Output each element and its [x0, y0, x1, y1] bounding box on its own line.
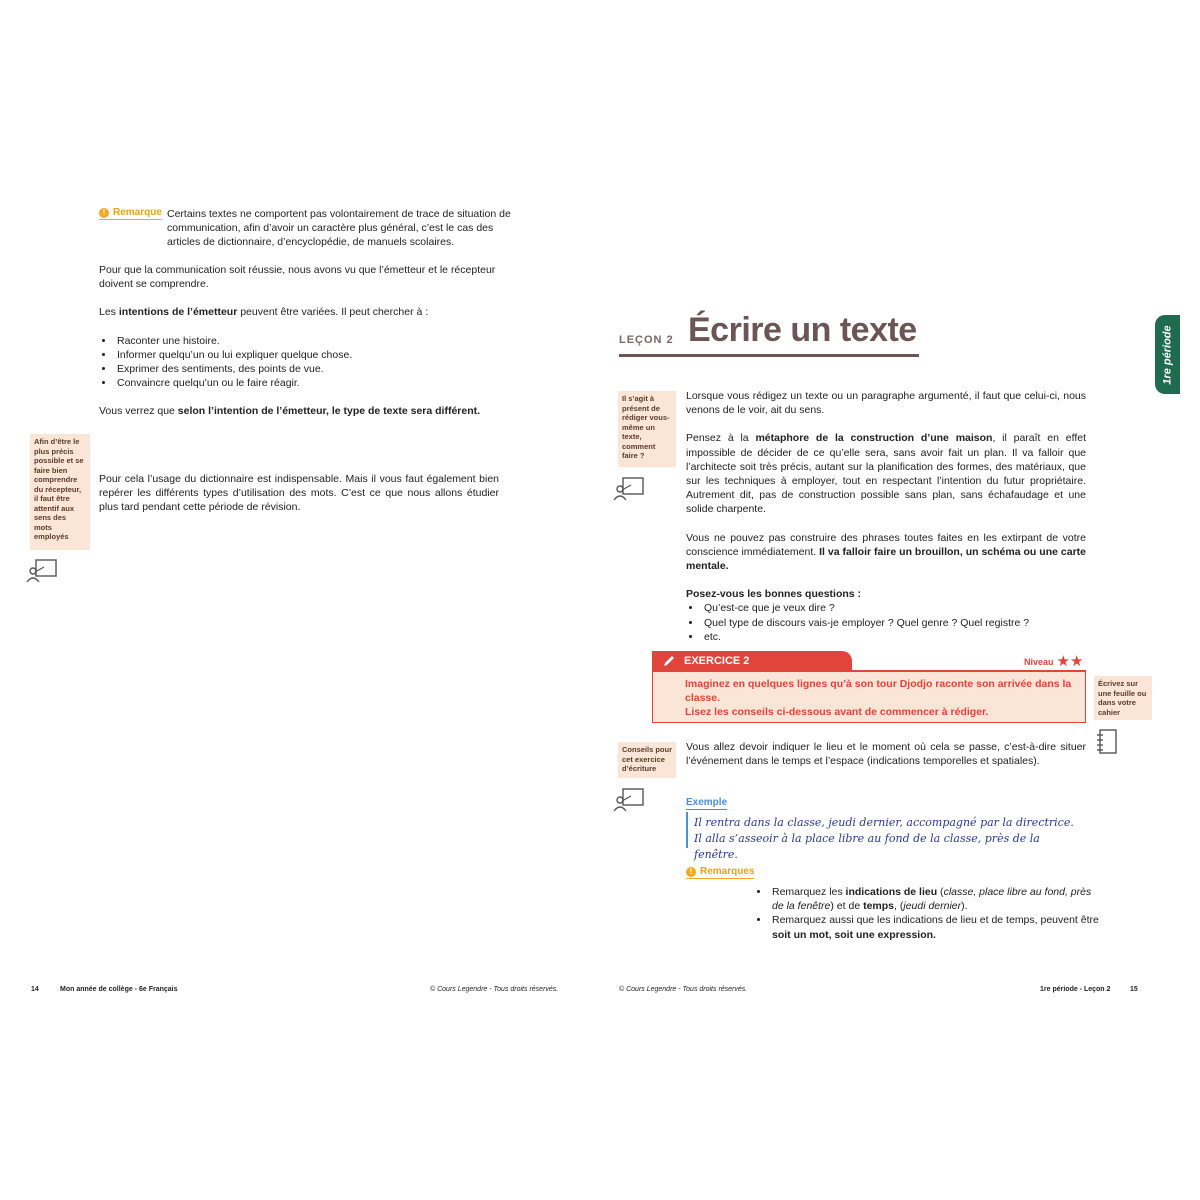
teacher-board-icon: [26, 558, 58, 584]
intentions-list: [99, 334, 519, 391]
footer-copyright-right: © Cours Legendre - Tous droits réservés.: [619, 986, 748, 993]
paragraph: Vous verrez que selon l’intention de l’émetteur, le type de texte sera différent.: [99, 405, 481, 418]
level-label: Niveau: [1024, 657, 1054, 667]
lesson-number: LEÇON 2: [619, 334, 674, 346]
example-label: Exemple: [686, 797, 728, 808]
paragraph: Pour cela l’usage du dictionnaire est indispensable. Mais il vous faut également bien repérer les différents types d’utilisation des mots. C’est ce que nous allons étudier plus tard pendant cette période de révision.: [99, 473, 499, 514]
exclamation-icon: !: [686, 867, 696, 877]
pencil-icon: [662, 654, 676, 668]
list-item: • Informer quelqu’un ou lui expliquer quelque chose.: [115, 348, 519, 362]
side-note: Afin d’être le plus précis possible et se faire bien comprendre du récepteur, il faut être attentif aux sens des mots employés: [30, 434, 90, 550]
period-tab: [1155, 315, 1180, 394]
side-note: Il s’agit à présent de rédiger vous-même un texte, comment faire ?: [618, 391, 676, 467]
paragraph: Vous allez devoir indiquer le lieu et le moment où cela se passe, c’est-à-dire situer l’événement dans le temps et l’espace (indications temporelles et spatiales).: [686, 741, 1086, 768]
page-number-right: 15: [1130, 986, 1138, 993]
star-icon: ★: [1056, 653, 1070, 670]
teacher-board-icon: [613, 787, 645, 813]
remark-label: [99, 207, 162, 220]
remarks-list: [754, 885, 1100, 942]
side-note: Conseils pour cet exercice d’écriture: [618, 742, 676, 778]
list-item: • Remarquez aussi que les indications de lieu et de temps, peuvent être soit un mot, soit une expression.: [770, 913, 1100, 941]
paragraph: Les intentions de l’émetteur peuvent être variées. Il peut chercher à :: [99, 306, 429, 319]
footer-title-left: Mon année de collège - 6e Français: [60, 986, 178, 993]
footer-copyright-left: © Cours Legendre - Tous droits réservés.: [430, 986, 559, 993]
paragraph: Pensez à la métaphore de la construction d’une maison, il paraît en effet impossible de décider de ce qu’elle sera, sans avoir fait un plan. Il va falloir que l’architecte soit très précis, autant sur la planification des formes, des matériaux, que sur les techniques à employer, tout en respectant l’intention du futur propriétaire. Autrement dit, pas de construction possible sans plan, sans échafaudage et une solide charpente.: [686, 432, 1086, 516]
left-content: [99, 263, 519, 433]
remark-label-text: Remarque: [113, 207, 162, 218]
remark-text: Certains textes ne comportent pas volontairement de trace de situation de communication, afin d’avoir un caractère plus général, c’est le cas des articles de dictionnaire, d’encyclopédie, de manuels scolaires.: [167, 208, 511, 249]
period-tab-label: 1re période: [1161, 324, 1174, 385]
remarks-label-text: Remarques: [700, 866, 755, 877]
questions-list: [686, 601, 1086, 644]
lesson-title: Écrire un texte: [688, 311, 917, 349]
exercise-box: [652, 671, 1086, 723]
exclamation-icon: !: [99, 208, 109, 218]
example-bar: [686, 812, 688, 848]
exercise-header: [652, 651, 852, 671]
exercise-title: EXERCICE 2: [684, 655, 750, 667]
teacher-board-icon: [613, 476, 645, 502]
right-content: [686, 389, 1086, 658]
exercise-instruction: Imaginez en quelques lignes qu’à son tour Djodjo raconte son arrivée dans la classe.: [685, 678, 1072, 704]
example-text: Il rentra dans la classe, jeudi dernier, accompagné par la directrice. Il alla s’asseoir à la place libre au fond de la classe, près de la fenêtre.: [694, 816, 1074, 861]
title-underline: [619, 354, 919, 357]
list-item: • Convaincre quelqu’un ou le faire réagir.: [115, 376, 519, 390]
paragraph: Vous ne pouvez pas construire des phrases toutes faites en les extirpant de votre conscience immédiatement. Il va falloir faire un brouillon, un schéma ou une carte mentale.: [686, 531, 1086, 573]
list-item: • Exprimer des sentiments, des points de vue.: [115, 362, 519, 376]
list-item: • Remarquez les indications de lieu (classe, place libre au fond, près de la fenêtre) et de temps, (jeudi dernier).: [770, 885, 1100, 913]
list-item: • etc.: [702, 630, 1086, 644]
notebook-icon: [1095, 728, 1119, 756]
side-note: Écrivez sur une feuille ou dans votre cahier: [1094, 676, 1152, 720]
paragraph: Pour que la communication soit réussie, nous avons vu que l’émetteur et le récepteur doivent se comprendre.: [99, 264, 496, 291]
paragraph: Lorsque vous rédigez un texte ou un paragraphe argumenté, il faut que celui-ci, nous venons de le voir, ait du sens.: [686, 390, 1086, 417]
exercise-instruction: Lisez les conseils ci-dessous avant de commencer à rédiger.: [685, 706, 989, 718]
list-item: • Raconter une histoire.: [115, 334, 519, 348]
questions-title: Posez-vous les bonnes questions :: [686, 588, 862, 601]
remarks-label: [686, 866, 754, 879]
list-item: • Qu’est-ce que je veux dire ?: [702, 601, 1086, 615]
list-item: • Quel type de discours vais-je employer ? Quel genre ? Quel registre ?: [702, 616, 1086, 630]
page-number-left: 14: [31, 986, 39, 993]
footer-title-right: 1re période - Leçon 2: [1040, 986, 1111, 993]
exercise-level: [1024, 655, 1083, 669]
star-icon: ★: [1069, 653, 1084, 670]
